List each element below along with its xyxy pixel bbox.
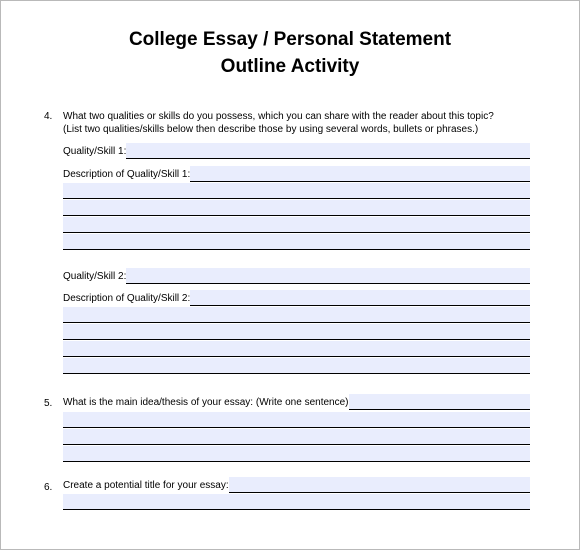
- main-idea-field: [63, 394, 530, 410]
- main-idea-line: [63, 412, 530, 428]
- description-skill-2-field: [63, 290, 530, 306]
- description-skill-2-line: [63, 307, 530, 323]
- description-skill-2-line: [63, 324, 530, 340]
- question-5-number: 5.: [44, 398, 53, 409]
- main-idea-line-input[interactable]: [63, 412, 530, 428]
- essay-title-line: [63, 494, 530, 510]
- essay-title-input[interactable]: [229, 477, 530, 493]
- description-skill-1-line: [63, 217, 530, 233]
- main-idea-input[interactable]: [349, 394, 530, 410]
- document-subtitle: Outline Activity: [220, 56, 360, 77]
- description-skill-1-input[interactable]: [190, 166, 530, 182]
- description-skill-1-line: [63, 183, 530, 199]
- description-skill-1-line: [63, 234, 530, 250]
- quality-skill-1-input[interactable]: [126, 143, 530, 159]
- description-skill-1-label: Description of Quality/Skill 1:: [63, 169, 191, 180]
- quality-skill-2-label: Quality/Skill 2:: [63, 271, 127, 282]
- description-skill-2-label: Description of Quality/Skill 2:: [63, 293, 191, 304]
- main-idea-label: What is the main idea/thesis of your essay: (Write one sentence): [63, 397, 349, 408]
- description-skill-1-line-input[interactable]: [63, 183, 530, 199]
- quality-skill-2-input[interactable]: [126, 268, 530, 284]
- description-skill-1-line-input[interactable]: [63, 200, 530, 216]
- document-title: College Essay / Personal Statement: [128, 29, 452, 50]
- main-idea-line: [63, 429, 530, 445]
- quality-skill-1-label: Quality/Skill 1:: [63, 146, 127, 157]
- description-skill-2-line-input[interactable]: [63, 341, 530, 357]
- description-skill-1-line: [63, 200, 530, 216]
- essay-title-line-input[interactable]: [63, 494, 530, 510]
- main-idea-line-input[interactable]: [63, 446, 530, 462]
- question-4-number: 4.: [44, 111, 53, 122]
- question-4-instructions: (List two qualities/skills below then describe those by using several words, bullets or phrases.): [63, 124, 479, 135]
- description-skill-2-line-input[interactable]: [63, 358, 530, 374]
- quality-skill-1-field: [63, 143, 530, 159]
- description-skill-2-input[interactable]: [190, 290, 530, 306]
- description-skill-1-line-input[interactable]: [63, 217, 530, 233]
- description-skill-1-line-input[interactable]: [63, 234, 530, 250]
- description-skill-2-line-input[interactable]: [63, 307, 530, 323]
- description-skill-1-field: [63, 166, 530, 182]
- essay-title-label: Create a potential title for your essay:: [63, 480, 229, 491]
- description-skill-2-line: [63, 341, 530, 357]
- main-idea-line: [63, 446, 530, 462]
- quality-skill-2-field: [63, 268, 530, 284]
- description-skill-2-line-input[interactable]: [63, 324, 530, 340]
- question-6-number: 6.: [44, 482, 53, 493]
- main-idea-line-input[interactable]: [63, 429, 530, 445]
- description-skill-2-line: [63, 358, 530, 374]
- question-4-text: What two qualities or skills do you possess, which you can share with the reader about this topic?: [63, 111, 494, 122]
- essay-title-field: [63, 477, 530, 493]
